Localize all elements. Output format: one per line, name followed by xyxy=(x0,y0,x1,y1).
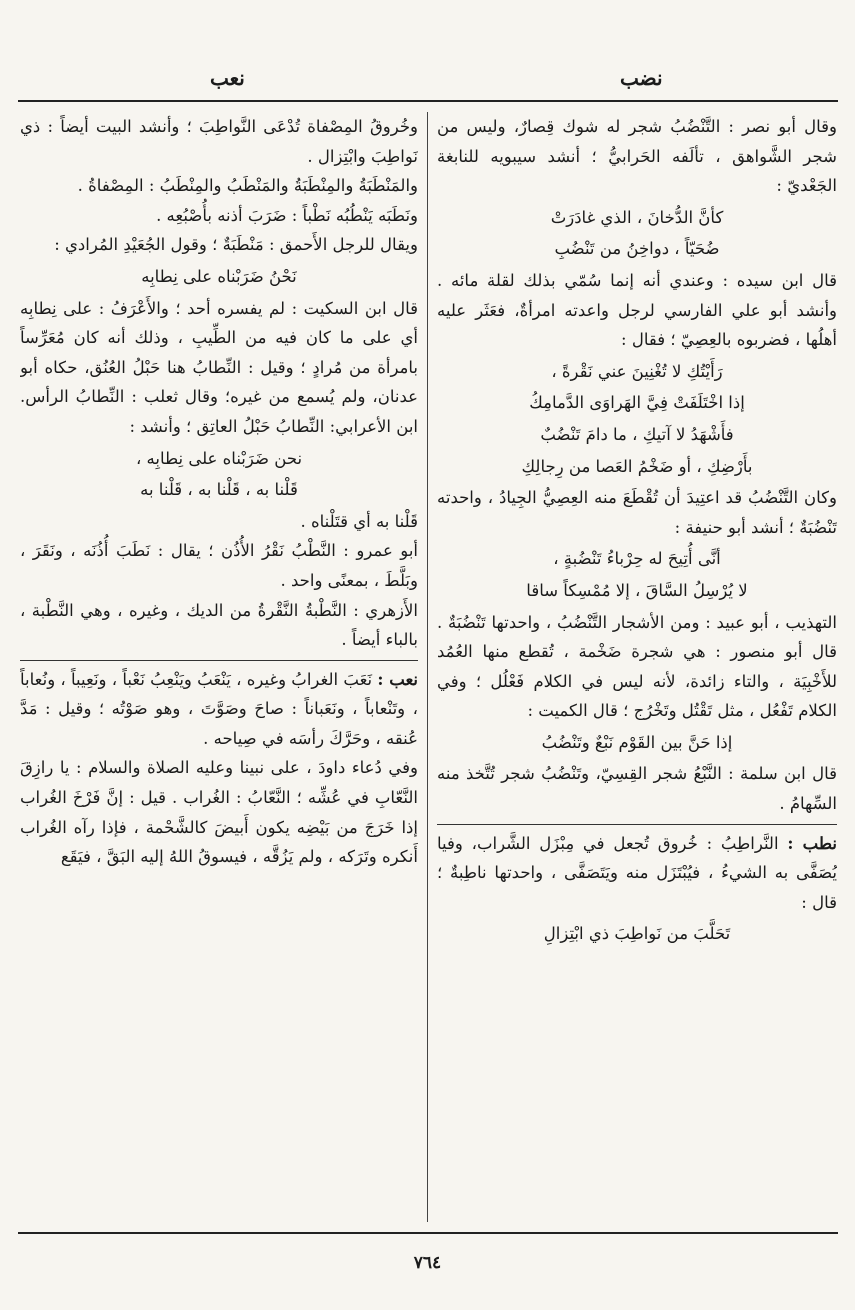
paragraph: وكان التَّنْضُبُ قد اعتِيدَ أن تُقْطَعَ منه العِصِيُّ الجِيادُ ، واحدته تَنْضُبَةٌ ؛ أنشد أبو حنيفة : xyxy=(437,488,837,537)
paragraph: والمَنْطَبَةُ والمِنْطَبَةُ والمَنْطَبُ والمِنْطَبُ : المِصْفاةُ . xyxy=(77,176,418,196)
paragraph: قال ابن السكيت : لم يفسره أحد ؛ والأَعْرَفُ : على نِطابِه أي على ما كان فيه من الطِّيبِ ، وذلك أنه كان مُعَرِّساً بامرأة من مُرادٍ ؛ وقيل : النِّطابُ هنا حَبْلُ العُنُق، حكاه أبو عدنان، ولم يُسمع من غيره؛ وقال ثعلب : النِّطابُ الرأس. ابن الأعرابي: النِّطابُ حَبْلُ العاتِق ؛ وأنشد : xyxy=(20,298,418,436)
paragraph: قال ابن سلمة : النَّبْعُ شجر القِسِيّ، وتَنْضُبُ شجر تُتَّخذ منه السِّهامُ . xyxy=(437,764,837,814)
left-column-headword: نعب xyxy=(210,66,245,90)
entry-text: النَّراطِبُ : خُروق تُجعل في مِبْزَل الشَّراب، وفيا يُصَفَّى به الشيءُ ، فيُبْتَزَل منه ويَتَصَفَّى ، واحدتها ناطِبةٌ ؛ قال : xyxy=(437,833,837,912)
entry-text: نَعَبَ الغرابُ وغيره ، يَنْعَبُ ويَنْعِبُ نَعْباً ، ونَعِيباً ، ونُعاباً ، وتَنْعاباً ، ونَعَباناً : صاحَ وصَوَّتَ ، وهو صَوْتُه ؛ وقيل : مَدَّ عُنقه ، وحَرَّكَ رأسَه في صِياحه . xyxy=(20,669,418,748)
paragraph: ونَطَبَه يَنْطُبُه نَطْباً : ضَرَبَ أذنه بأُصْبُعِه . xyxy=(156,205,418,225)
left-column xyxy=(20,112,418,1222)
verse-line: قَلْنا به ، قَلْنا به ، قَلْنا به xyxy=(140,480,298,500)
entry-headword: نطب : xyxy=(787,833,837,853)
entry-paragraph xyxy=(20,665,418,754)
paragraph: الأَزهري : النَّطْبةُ النَّقْرةُ من الديك ، وغيره ، وهي النَّطْبة ، بالباء أيضاً . xyxy=(20,600,418,650)
verse-line: إذا حَنَّ بين القَوْم نَبْعٌ وتَنْضُبُ xyxy=(541,732,733,752)
entry-separator xyxy=(20,660,418,661)
paragraph: أبو عمرو : النَّطْبُ نَقْرُ الأُذُن ؛ يقال : نَطَبَ أُذُنَه ، ونَقَرَ ، وبَلَّطَ ، بمعنًى واحد . xyxy=(20,541,418,590)
verse-line: نحن ضَرَبْناه على نِطابِه ، xyxy=(135,448,303,468)
entry-separator xyxy=(437,824,837,825)
verse-line: تَحَلَّبَ من نَواطِبَ ذي ابْتِزالِ xyxy=(543,924,731,944)
paragraph: قال ابن سيده : وعندي أنه إنما سُمّي بذلك لقلة مائه . وأنشد أبو علي الفارسي لرجل واعدته امرأةٌ، فعَثَر عليه أهلُها ، فضربوه بالعِصِيّ ؛ فقال : xyxy=(437,270,837,350)
footer-rule xyxy=(18,1232,838,1234)
paragraph: وخُروقُ المِصْفاة تُدْعَى النَّواطِبَ ؛ وأنشد البيت أيضاً : ذي نَواطِبَ وابْتِزال . xyxy=(20,117,418,166)
paragraph: التهذيب ، أبو عبيد : ومن الأشجار التَّنْضُبُ ، واحدتها تَنْضُبَةٌ . قال أبو منصور : هي شجرة ضَخْمة ، تُقطع منها العُمُد للأَخْبِيَة ، والتاء زائدة، لأنه ليس في الكلام فَعْلُل ؛ وفي الكلام تَفْعُل ، مثل تَقْتُل وتَخْرُج ؛ قال الكميت : xyxy=(437,612,837,721)
right-column-headword: نضب xyxy=(620,66,663,90)
header-rule xyxy=(18,100,838,102)
verse-line: رَأَيْتُكِ لا تُغْنِينَ عني نَقْرةً ، xyxy=(551,361,723,381)
column-divider xyxy=(427,112,428,1222)
paragraph: وفي دُعاء داودَ ، على نبينا وعليه الصلاة والسلام : يا رازِقَ النَّعّابِ في عُشِّه ؛ النَّعّابُ : الغُراب . قيل : إنَّ فَرْخَ الغُراب إذا خَرَجَ من بَيْضِه يكون أَبيضَ كالشَّحْمة ، فإذا رآه الغُراب أَنكره وتَرَكه ، ولم يَزُقَّه ، فيسوقُ اللهُ إليه البَقَّ ، فيَقَع xyxy=(20,758,418,867)
verse-line: أنَّى أُتِيحَ له حِرْباءُ تَنْضُبةٍ ، xyxy=(553,549,721,569)
entry-headword: نعب : xyxy=(377,669,418,689)
page-number: ٧٦٤ xyxy=(413,1253,442,1273)
verse-line: بأَرْضِكِ ، أو ضَخْمُ العَصا من رِجالِكِ xyxy=(521,456,753,476)
verse-line: نَحْنُ ضَرَبْناه على نِطابِه xyxy=(141,266,297,286)
paragraph: ويقال للرجل الأَحمق : مَنْطَبَةٌ ؛ وقول الجُعَيْدِ المُرادي : xyxy=(54,235,418,255)
verse-line: كأنَّ الدُّخانَ ، الذي غادَرَتْ xyxy=(550,207,724,227)
verse-line: لا يُرْسِلُ السَّاقَ ، إلا مُمْسِكاً ساقا xyxy=(526,580,748,600)
page-header xyxy=(20,66,835,96)
paragraph: وقال أبو نصر : التَّنْضُبُ شجر له شوك قِصارٌ، وليس من شجر الشَّواهق ، تألَفه الحَرابيُّ ؛ أنشد سيبويه للنابغة الجَعْديّ : xyxy=(437,117,837,196)
verse-line: فأَشْهَدُ لا آتيكِ ، ما دامَ تَنْضُبٌ xyxy=(540,424,734,444)
verse-line: ضُحَيّاً ، دواخِنُ من تَنْضُبِ xyxy=(554,239,720,259)
verse-line: إذا اخْتَلَفَتْ فِيَّ الهَراوَى الدَّمامِكُ xyxy=(529,393,745,413)
right-column xyxy=(437,112,837,1222)
paragraph: قَلْنا به أي قتَلْناه . xyxy=(300,511,418,531)
entry-paragraph xyxy=(437,829,837,918)
